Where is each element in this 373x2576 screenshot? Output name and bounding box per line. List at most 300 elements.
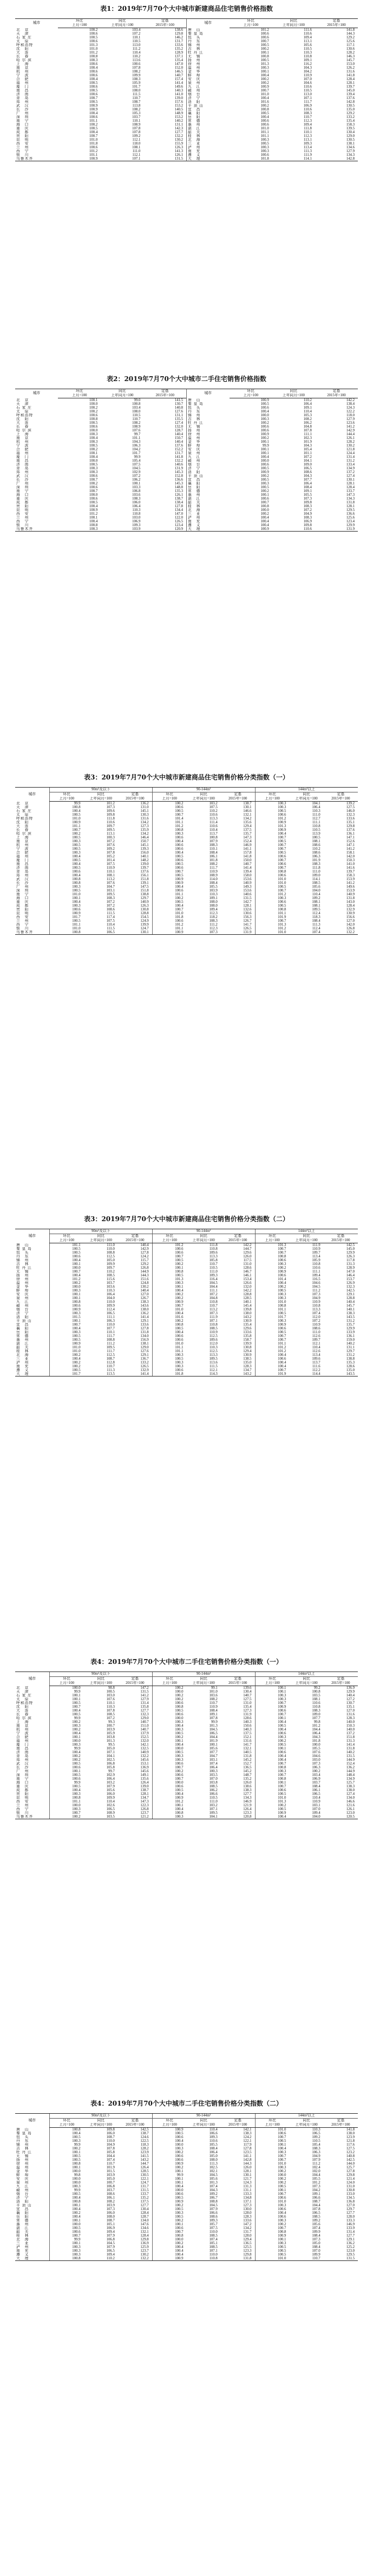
index-value: 135.6 <box>243 821 252 824</box>
table-row <box>15 1372 358 1377</box>
index-value: 108.5 <box>209 1327 218 1330</box>
index-value: 126.8 <box>140 1807 149 1811</box>
index-value: 99.8 <box>49 2173 83 2177</box>
index-value: 100.7 <box>89 489 98 493</box>
index-value: 105.0 <box>106 1747 115 1751</box>
index-value: 100.4 <box>49 2207 83 2211</box>
index-value: 109.6 <box>312 1357 320 1361</box>
index-value: 100.1 <box>152 2181 186 2185</box>
index-value: 128.1 <box>140 1792 149 1796</box>
index-value: 100.5 <box>152 1788 186 1792</box>
index-value: 107.2 <box>106 904 115 908</box>
index-value: 133.6 <box>346 817 355 821</box>
city-name: 三 亚 <box>187 142 230 146</box>
index-value: 99.0 <box>134 398 141 402</box>
city-name: 岳 阳 <box>187 115 230 119</box>
table-row <box>15 1293 358 1296</box>
area-group-header: 90-144m² <box>152 2114 255 2119</box>
index-value: 101.8 <box>89 142 98 146</box>
index-value: 100.2 <box>152 1769 186 1773</box>
column-header-city: 城市 <box>15 389 58 398</box>
index-value: 107.2 <box>106 840 115 843</box>
index-value: 106.8 <box>106 1762 115 1766</box>
index-value: 101.2 <box>89 512 98 516</box>
index-value: 100.5 <box>260 478 269 482</box>
index-value: 101.2 <box>312 1724 320 1728</box>
index-value: 130.5 <box>140 2173 149 2177</box>
index-value: 100.7 <box>255 919 289 923</box>
index-value: 101.0 <box>209 1690 218 1694</box>
column-header-base: 上年同月=100 <box>84 1238 118 1243</box>
index-value: 122.0 <box>174 516 183 520</box>
table-row <box>15 1327 358 1330</box>
index-value: 128.2 <box>346 440 355 444</box>
index-value: 110.0 <box>106 1300 115 1304</box>
index-value: 103.7 <box>132 115 141 119</box>
index-value: 108.0 <box>106 2215 115 2219</box>
index-value: 100.4 <box>260 455 269 459</box>
index-value: 147.2 <box>243 2223 252 2226</box>
index-value: 99.9 <box>49 802 83 806</box>
index-value: 135.0 <box>346 1368 355 1372</box>
index-value: 100.8 <box>49 2257 83 2261</box>
index-value: 100.4 <box>152 1330 186 1334</box>
index-value: 128.3 <box>243 1365 252 1368</box>
index-value: 108.4 <box>209 1709 218 1713</box>
index-value: 103.5 <box>312 1694 320 1697</box>
table-row <box>15 93 358 96</box>
index-value: 127.7 <box>243 1792 252 1796</box>
city-name: 徐 州 <box>187 62 230 66</box>
index-value: 110.7 <box>303 115 312 119</box>
index-value: 126.4 <box>243 1807 252 1811</box>
city-name: 韶 关 <box>16 2230 29 2234</box>
index-value: 135.7 <box>346 1323 355 1327</box>
index-value: 110.0 <box>106 1323 115 1327</box>
index-value: 127.0 <box>346 2204 355 2207</box>
index-value: 110.1 <box>106 1330 115 1334</box>
index-value: 100.5 <box>255 809 289 813</box>
index-value: 100.5 <box>49 2154 83 2158</box>
column-header-base: 2015年=100 <box>315 23 358 28</box>
index-value: 109.5 <box>106 828 115 832</box>
index-value: 108.6 <box>303 470 312 474</box>
index-value: 105.6 <box>303 43 312 47</box>
index-value: 121.6 <box>346 1804 355 1807</box>
index-value: 152.4 <box>243 840 252 843</box>
index-value: 107.8 <box>132 130 141 134</box>
table-row <box>15 1785 358 1788</box>
index-value: 140.9 <box>243 881 252 885</box>
table-row <box>15 1735 358 1739</box>
index-value: 104.2 <box>132 448 141 451</box>
city-name: 北 海 <box>187 508 230 512</box>
index-value: 136.2 <box>140 1312 149 1315</box>
index-value: 110.9 <box>312 1247 320 1251</box>
index-value: 130.5 <box>346 104 355 108</box>
table-row <box>15 77 358 81</box>
column-header-group: 环比 <box>255 1677 289 1682</box>
table-row <box>15 2204 358 2207</box>
index-value: 137.2 <box>346 1732 355 1735</box>
index-value: 100.8 <box>312 1690 320 1694</box>
city-name: 呼和浩特 <box>16 414 34 417</box>
index-value: 100.3 <box>49 1792 83 1796</box>
index-value: 100.7 <box>255 1785 289 1788</box>
index-value: 100.1 <box>49 2204 83 2207</box>
column-header-group: 环比 <box>152 2119 186 2123</box>
city-name: 宁 波 <box>16 847 29 851</box>
city-name: 宜 昌 <box>187 108 230 112</box>
index-value: 107.0 <box>312 1807 320 1811</box>
index-value: 124.3 <box>243 2181 252 2185</box>
index-value: 107.1 <box>303 96 312 100</box>
index-value: 143.0 <box>346 900 355 904</box>
index-value: 100.4 <box>49 1788 83 1792</box>
index-value: 100.4 <box>49 874 83 877</box>
index-value: 100.6 <box>255 1357 289 1361</box>
index-value: 100.7 <box>255 2226 289 2230</box>
city-name: 安 庆 <box>16 2177 29 2181</box>
city-name: 杭 州 <box>16 440 29 444</box>
index-value: 103.4 <box>132 406 141 410</box>
city-name: 桂 林 <box>187 504 230 508</box>
index-value: 100.6 <box>152 805 186 809</box>
index-value: 100.1 <box>89 451 98 455</box>
index-value: 108.6 <box>106 908 115 912</box>
index-value: 100.5 <box>89 444 98 448</box>
index-value: 100.9 <box>260 85 269 89</box>
table-row <box>15 893 358 896</box>
index-value: 100.4 <box>49 1274 83 1277</box>
city-name: 遵 义 <box>187 153 230 157</box>
index-value: 146.6 <box>243 809 252 813</box>
index-value: 130.9 <box>243 1353 252 1357</box>
index-value: 128.6 <box>243 1266 252 1270</box>
index-value: 140.8 <box>346 2154 355 2158</box>
index-value: 112.0 <box>209 1342 218 1346</box>
city-name: 西 安 <box>16 512 29 516</box>
index-value: 106.4 <box>303 482 312 486</box>
index-value: 124.8 <box>140 1281 149 1285</box>
city-name: 深 圳 <box>16 889 29 893</box>
index-value: 100.5 <box>255 1289 289 1293</box>
table-row <box>15 2177 358 2181</box>
table-row <box>15 516 358 520</box>
index-value: 99.5 <box>108 1743 115 1747</box>
index-value: 110.6 <box>303 108 312 112</box>
city-name: 惠 州 <box>187 493 230 497</box>
index-value: 105.5 <box>303 493 312 497</box>
city-name: 深 圳 <box>16 486 29 489</box>
index-value: 123.9 <box>140 2151 149 2154</box>
table-row <box>15 119 358 123</box>
index-value: 133.7 <box>346 489 355 493</box>
index-value: 100.8 <box>49 1796 83 1800</box>
index-value: 128.3 <box>243 2215 252 2219</box>
index-value: 107.2 <box>303 508 312 512</box>
city-name: 南 京 <box>16 1724 29 1728</box>
index-value: 136.2 <box>346 2241 355 2245</box>
index-value: 100.9 <box>260 398 269 402</box>
column-header-base: 上月=100 <box>49 1681 83 1686</box>
index-value: 144.0 <box>346 2162 355 2166</box>
index-value: 100.4 <box>152 2185 186 2188</box>
city-name: 银 川 <box>16 1811 29 1815</box>
table-row <box>15 470 358 474</box>
index-value: 140.7 <box>140 1720 149 1724</box>
index-value: 100.7 <box>49 2234 83 2238</box>
index-value: 100.2 <box>260 512 269 516</box>
index-value: 118.0 <box>346 414 355 417</box>
index-value: 139.3 <box>140 847 149 851</box>
index-value: 104.5 <box>209 2173 218 2177</box>
index-value: 131.0 <box>243 1701 252 1705</box>
index-value: 104.6 <box>312 1754 320 1758</box>
column-header-group: 定基 <box>234 1234 241 1238</box>
index-value: 100.5 <box>89 36 98 40</box>
index-value: 110.4 <box>312 1796 320 1800</box>
column-header-city: 城市 <box>15 19 58 28</box>
table-row <box>15 444 358 448</box>
table-row <box>15 440 358 444</box>
column-header-base: 2015年=100 <box>143 394 186 398</box>
table-row <box>15 28 358 32</box>
index-value: 101.3 <box>209 1724 218 1728</box>
index-value: 100.3 <box>255 1697 289 1701</box>
table-row <box>15 157 358 161</box>
index-value: 106.4 <box>106 1293 115 1296</box>
index-value: 146.3 <box>346 55 355 58</box>
index-value: 129.8 <box>174 32 183 36</box>
index-value: 112.3 <box>209 912 218 915</box>
column-header-group: 定基 <box>131 1234 139 1238</box>
index-value: 107.1 <box>209 1807 218 1811</box>
index-value: 135.4 <box>243 1705 252 1709</box>
city-name: 金 华 <box>16 2169 29 2173</box>
index-value: 100.3 <box>255 2219 289 2223</box>
index-value: 110.4 <box>312 893 320 896</box>
index-value: 100.4 <box>152 2249 186 2253</box>
index-value: 150.6 <box>243 1724 252 1728</box>
city-name: 无 锡 <box>187 425 230 429</box>
index-value: 100.8 <box>209 836 218 840</box>
index-value: 110.6 <box>209 2139 218 2143</box>
index-value: 140.4 <box>140 1243 149 1247</box>
index-value: 101.0 <box>255 1796 289 1800</box>
city-name: 西 宁 <box>16 149 29 153</box>
city-name: 郑 州 <box>16 1758 29 1762</box>
index-value: 101.3 <box>152 1277 186 1281</box>
index-value: 158.7 <box>243 1338 252 1342</box>
table-row <box>15 1368 358 1372</box>
city-name: 扬 州 <box>187 58 230 62</box>
index-value: 112.1 <box>312 1342 320 1346</box>
index-value: 100.2 <box>152 2241 186 2245</box>
index-value: 100.6 <box>152 2135 186 2139</box>
index-value: 116.2 <box>303 62 312 66</box>
index-table <box>15 1229 358 1377</box>
index-value: 123.3 <box>243 1811 252 1815</box>
index-value: 138.7 <box>174 497 183 501</box>
index-value: 110.9 <box>106 866 115 870</box>
index-value: 100.6 <box>255 1327 289 1330</box>
index-value: 111.7 <box>304 100 312 104</box>
index-value: 100.6 <box>255 2132 289 2135</box>
table-row <box>15 832 358 836</box>
column-header-base: 2015年=100 <box>324 2123 358 2128</box>
index-value: 127.8 <box>243 2147 252 2151</box>
index-value: 105.3 <box>132 112 141 115</box>
index-value: 107.4 <box>106 2158 115 2162</box>
index-value: 108.4 <box>312 2234 320 2238</box>
index-value: 135.0 <box>243 1361 252 1365</box>
index-value: 126.9 <box>346 1281 355 1285</box>
column-header-base: 上月=100 <box>152 1238 186 1243</box>
index-value: 134.2 <box>140 832 149 836</box>
index-value: 109.8 <box>303 523 312 527</box>
index-value: 141.6 <box>346 866 355 870</box>
city-name: 徐 州 <box>16 1277 29 1281</box>
index-value: 100.7 <box>260 89 269 93</box>
index-value: 107.8 <box>106 851 115 855</box>
index-value: 105.9 <box>132 81 141 85</box>
index-value: 123.7 <box>140 1811 149 1815</box>
table-row <box>15 62 358 66</box>
city-name: 武 汉 <box>16 474 29 478</box>
index-value: 129.0 <box>346 134 355 138</box>
index-value: 142.5 <box>346 1243 355 1247</box>
table-row <box>15 108 358 112</box>
table-row <box>15 96 358 100</box>
index-value: 112.1 <box>132 153 141 157</box>
index-value: 100.1 <box>152 1804 186 1807</box>
index-value: 127.8 <box>140 1327 149 1330</box>
index-value: 111.0 <box>107 1243 115 1247</box>
index-value: 117.6 <box>346 2143 355 2147</box>
city-name: 温 州 <box>16 2166 29 2169</box>
index-value: 124.6 <box>140 2135 149 2139</box>
index-value: 100.4 <box>260 410 269 414</box>
index-value: 133.4 <box>346 463 355 467</box>
index-value: 132.0 <box>174 425 183 429</box>
table-row <box>15 1804 358 1807</box>
index-value: 139.4 <box>346 93 355 96</box>
index-value: 109.7 <box>312 1338 320 1342</box>
table-row <box>15 1690 358 1694</box>
index-value: 140.1 <box>140 855 149 858</box>
index-value: 110.0 <box>209 2253 218 2257</box>
table-row <box>15 1357 358 1361</box>
column-header-base: 上年同月=100 <box>186 1681 220 1686</box>
index-value: 151.8 <box>140 889 149 893</box>
index-value: 108.4 <box>312 919 320 923</box>
index-value: 124.0 <box>346 2181 355 2185</box>
index-value: 112.6 <box>312 1349 320 1353</box>
index-value: 106.4 <box>209 2151 218 2154</box>
index-value: 100.5 <box>255 1312 289 1315</box>
index-value: 131.5 <box>324 2257 358 2261</box>
city-name: 海 口 <box>16 123 29 127</box>
index-value: 104.4 <box>312 2204 320 2207</box>
index-value: 130.3 <box>140 813 149 817</box>
index-value: 103.2 <box>209 1804 218 1807</box>
index-value: 108.3 <box>209 919 218 923</box>
index-value: 142.2 <box>243 1289 252 1293</box>
index-value: 100.8 <box>49 2128 83 2132</box>
index-value: 100.2 <box>49 1720 83 1724</box>
index-value: 138.1 <box>346 142 355 146</box>
index-value: 107.4 <box>312 1312 320 1315</box>
city-name: 昆 明 <box>16 138 29 142</box>
index-value: 110.7 <box>289 2257 323 2261</box>
column-header-group: 定基 <box>143 389 186 394</box>
index-value: 112.3 <box>303 134 312 138</box>
index-value: 135.2 <box>174 47 183 51</box>
index-value: 109.4 <box>106 2253 115 2257</box>
index-value: 101.0 <box>255 930 289 935</box>
column-header-base: 上年同月=100 <box>289 1681 323 1686</box>
index-value: 110.6 <box>209 824 218 828</box>
index-value: 142.5 <box>140 2128 149 2132</box>
table-row <box>15 527 358 532</box>
city-name: 唐 山 <box>16 2127 29 2132</box>
city-name: 贵 阳 <box>16 1792 29 1796</box>
index-value: 100.5 <box>255 885 289 889</box>
index-value: 110.5 <box>303 89 312 93</box>
index-value: 103.2 <box>209 802 218 805</box>
index-value: 100.7 <box>49 1270 83 1274</box>
index-value: 100.2 <box>152 802 186 806</box>
city-name: 合 肥 <box>16 1735 29 1739</box>
index-value: 113.7 <box>209 832 218 836</box>
index-value: 106.5 <box>209 1732 218 1735</box>
index-value: 136.2 <box>140 802 149 805</box>
city-name: 合 肥 <box>16 448 29 451</box>
city-name: 襄 阳 <box>16 2211 29 2215</box>
index-value: 107.8 <box>132 66 141 70</box>
index-value: 113.9 <box>312 832 320 836</box>
index-value: 110.8 <box>209 1323 218 1327</box>
index-value: 108.3 <box>303 504 312 508</box>
index-value: 135.1 <box>346 1705 355 1709</box>
index-value: 126.3 <box>346 1255 355 1258</box>
table-row <box>15 2151 358 2154</box>
index-value: 136.1 <box>346 1334 355 1338</box>
city-name: 无 锡 <box>16 2154 29 2158</box>
index-value: 123.7 <box>140 2249 149 2253</box>
city-name: 天 津 <box>16 402 29 406</box>
table-row <box>15 448 358 451</box>
index-value: 101.9 <box>209 1739 218 1743</box>
index-value: 112.3 <box>209 927 218 930</box>
index-value: 130.1 <box>243 805 252 809</box>
column-header-group: 环比 <box>152 792 186 797</box>
index-value: 121.8 <box>346 2139 355 2143</box>
index-value: 100.6 <box>255 1274 289 1277</box>
index-value: 100.3 <box>255 2204 289 2207</box>
index-value: 106.6 <box>209 1792 218 1796</box>
index-value: 118.2 <box>209 915 218 919</box>
index-value: 130.9 <box>243 1319 252 1323</box>
index-value: 100.5 <box>260 112 269 115</box>
column-header-group: 同比 <box>97 1677 105 1681</box>
index-value: 109.3 <box>209 2219 218 2223</box>
index-value: 100.2 <box>152 1319 186 1323</box>
index-value: 100.4 <box>152 1807 186 1811</box>
index-value: 140.9 <box>140 1751 149 1754</box>
city-name: 石 家 庄 <box>16 809 32 813</box>
